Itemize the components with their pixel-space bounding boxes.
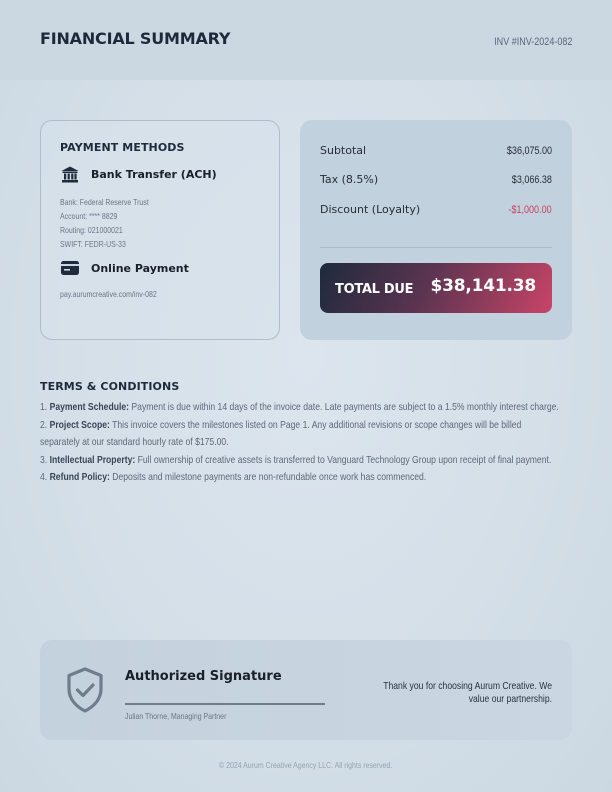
signature-line xyxy=(125,703,325,705)
payment-methods-card xyxy=(40,120,280,340)
bank-account: Account: **** 8829 xyxy=(60,211,118,221)
copyright-text: © 2024 Aurum Creative Agency LLC. All rights reserved. xyxy=(219,760,393,770)
terms-item xyxy=(40,469,560,487)
terms-item-text: Deposits and milestone payments are non-refundable once work has commenced. xyxy=(112,471,427,483)
discount-value: -$1,000.00 xyxy=(508,203,552,216)
totals-card xyxy=(300,120,572,340)
terms-item xyxy=(40,399,560,417)
thank-you-note: Thank you for choosing Aurum Creative. We value our partnership. xyxy=(383,680,552,705)
online-payment-label: Online Payment xyxy=(91,261,189,275)
total-due-box xyxy=(320,263,552,313)
signer-name: Julian Thorne, Managing Partner xyxy=(125,711,227,721)
bank-name: Bank: Federal Reserve Trust xyxy=(60,197,149,207)
terms-item-number: 3. xyxy=(40,453,48,466)
terms-item-heading: Project Scope: xyxy=(49,418,110,431)
shield-check-icon xyxy=(64,666,106,714)
terms-item-text: Full ownership of creative assets is transferred to Vanguard Technology Group upon receipt of final payment. xyxy=(137,453,552,466)
bank-icon xyxy=(60,165,80,183)
bank-routing: Routing: 021000021 xyxy=(60,225,123,235)
tax-row xyxy=(320,173,552,186)
subtotal-value: $36,075.00 xyxy=(506,144,552,157)
discount-row xyxy=(320,203,552,216)
tax-label: Tax (8.5%) xyxy=(320,173,379,186)
page-title: FINANCIAL SUMMARY xyxy=(40,29,231,48)
terms-item-heading: Payment Schedule: xyxy=(49,401,130,413)
bank-details xyxy=(60,195,149,251)
totals-divider xyxy=(320,247,552,248)
discount-label: Discount (Loyalty) xyxy=(320,203,421,216)
footer xyxy=(0,760,612,770)
terms-item-number: 1. xyxy=(40,401,48,413)
terms-item-number: 2. xyxy=(40,418,48,431)
tax-value: $3,066.38 xyxy=(511,173,552,186)
payment-methods-title: PAYMENT METHODS xyxy=(60,141,185,154)
terms-item-number: 4. xyxy=(40,471,48,483)
total-due-value: $38,141.38 xyxy=(430,275,536,296)
online-payment-method xyxy=(60,259,189,277)
terms-title: TERMS & CONDITIONS xyxy=(40,380,180,393)
subtotal-label: Subtotal xyxy=(320,144,367,157)
terms-section xyxy=(40,380,560,487)
terms-list xyxy=(40,399,560,487)
subtotal-row xyxy=(320,144,552,157)
bank-swift: SWIFT: FEDR-US-33 xyxy=(60,239,126,249)
terms-item-heading: Refund Policy: xyxy=(49,471,110,483)
bank-transfer-label: Bank Transfer (ACH) xyxy=(91,167,217,181)
total-due-label: TOTAL DUE xyxy=(335,282,414,297)
terms-item xyxy=(40,452,560,470)
terms-item-text: Payment is due within 14 days of the invoice date. Late payments are subject to a 1.5% monthly interest charge. xyxy=(131,401,559,413)
online-payment-url[interactable]: pay.aurumcreative.com/inv-082 xyxy=(60,289,157,299)
terms-item-heading: Intellectual Property: xyxy=(49,453,136,466)
terms-item-text: This invoice covers the milestones listed on Page 1. Any additional revisions or scope changes will be billed separately at our standard hourly rate of $175.00. xyxy=(40,418,522,448)
invoice-number: INV #INV-2024-082 xyxy=(493,36,572,48)
bank-transfer-method xyxy=(60,165,217,183)
terms-item xyxy=(40,417,560,452)
signature-card xyxy=(40,640,572,740)
credit-card-icon xyxy=(60,259,80,277)
signature-title: Authorized Signature xyxy=(125,669,282,684)
